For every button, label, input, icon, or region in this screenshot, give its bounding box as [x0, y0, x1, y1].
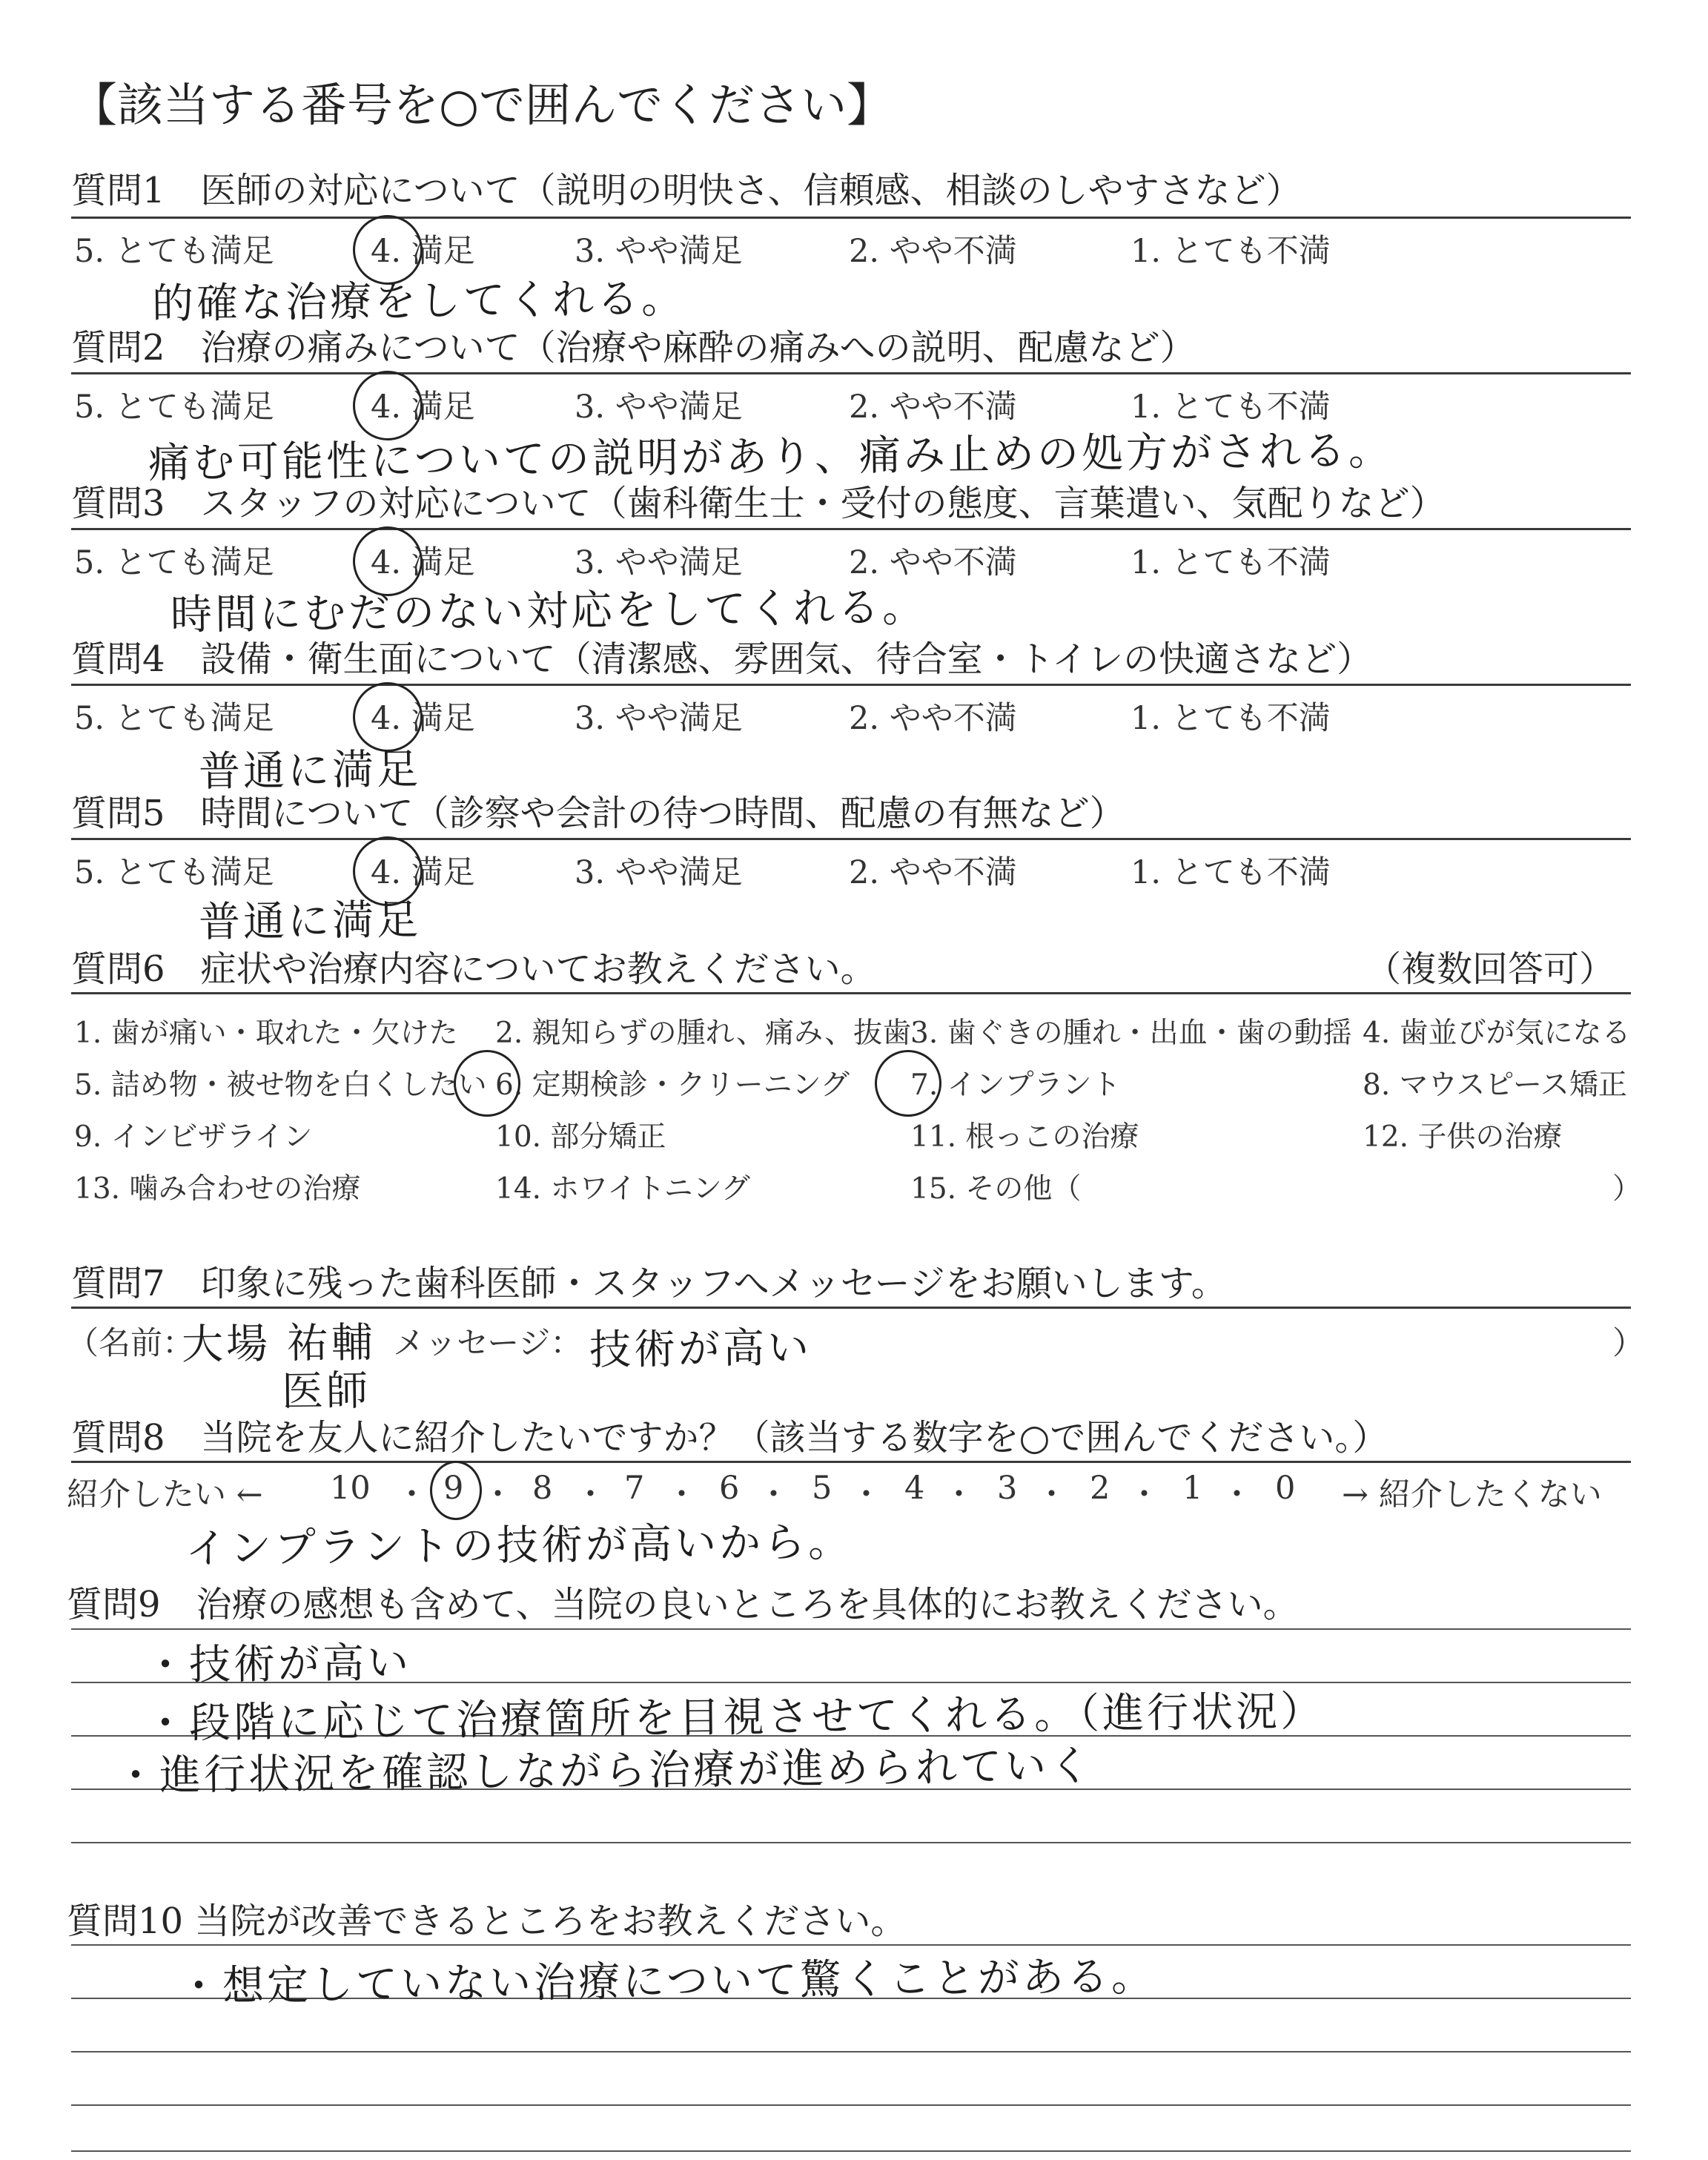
- symptom-option-3[interactable]: 3. 歯ぐきの腫れ・出血・歯の動揺: [910, 1017, 1352, 1050]
- rating-2[interactable]: 2. やや不満: [849, 544, 1017, 581]
- symptom-option-9[interactable]: 9. インビザライン: [74, 1120, 313, 1154]
- question-title: 質問8 当院を友人に紹介したいですか？（該当する数字を○で囲んでください。）: [71, 1417, 1388, 1459]
- selection-circle: [875, 1050, 941, 1117]
- symptom-option-13[interactable]: 13. 噛み合わせの治療: [74, 1172, 361, 1206]
- staff-message[interactable]: 技術が高い: [589, 1324, 812, 1375]
- name-label: （名前：: [67, 1325, 194, 1362]
- rating-5[interactable]: 5. とても満足: [74, 233, 274, 270]
- selection-circle: [430, 1461, 482, 1520]
- rating-1[interactable]: 1. とても不満: [1131, 854, 1331, 891]
- rating-1[interactable]: 1. とても不満: [1131, 389, 1331, 426]
- good-point-line-2: ・段階に応じて治療箇所を目視させてくれる。（進行状況）: [144, 1687, 1325, 1748]
- good-point-line-3: ・進行状況を確認しながら治療が進められていく: [114, 1742, 1094, 1800]
- rating-4[interactable]: 4. 満足: [371, 700, 475, 737]
- symptom-option-10[interactable]: 10. 部分矯正: [495, 1120, 666, 1154]
- handwritten-comment: 普通に満足: [198, 745, 422, 796]
- rating-3[interactable]: 3. やや満足: [575, 854, 743, 891]
- rating-4[interactable]: 4. 満足: [371, 544, 475, 581]
- question-title: 質問9 治療の感想も含めて、当院の良いところを具体的にお教えください。: [67, 1584, 1299, 1625]
- rating-4[interactable]: 4. 満足: [371, 389, 475, 426]
- symptom-option-7[interactable]: 7. インプラント: [910, 1069, 1121, 1102]
- question-title: 質問3 スタッフの対応について（歯科衛生士・受付の態度、言葉遣い、気配りなど）: [71, 483, 1446, 524]
- score-7[interactable]: 7: [624, 1470, 645, 1507]
- question-title: 質問2 治療の痛みについて（治療や麻酔の痛みへの説明、配慮など）: [71, 327, 1196, 369]
- symptom-option-14[interactable]: 14. ホワイトニング: [495, 1172, 750, 1206]
- rating-2[interactable]: 2. やや不満: [849, 389, 1017, 426]
- staff-name[interactable]: 大場 祐輔: [181, 1318, 377, 1370]
- symptom-option-1[interactable]: 1. 歯が痛い・取れた・欠けた: [74, 1017, 458, 1050]
- recommend-left-label: 紹介したい ←: [67, 1476, 263, 1513]
- symptom-option-11[interactable]: 11. 根っこの治療: [910, 1120, 1139, 1154]
- handwritten-comment: 時間にむだのない対応をしてくれる。: [170, 583, 927, 640]
- staff-title: 医師: [281, 1367, 371, 1416]
- message-label: メッセージ：: [393, 1325, 583, 1362]
- symptom-option-5[interactable]: 5. 詰め物・被せ物を白くしたい: [74, 1069, 487, 1102]
- score-1[interactable]: 1: [1182, 1470, 1203, 1507]
- rating-4[interactable]: 4. 満足: [371, 854, 475, 891]
- good-point-line-1: ・技術が高い: [144, 1639, 412, 1690]
- rating-1[interactable]: 1. とても不満: [1131, 700, 1331, 737]
- score-0[interactable]: 0: [1275, 1470, 1296, 1507]
- question-title: 質問5 時間について（診察や会計の待つ時間、配慮の有無など）: [71, 793, 1125, 834]
- rating-1[interactable]: 1. とても不満: [1131, 233, 1331, 270]
- rating-5[interactable]: 5. とても満足: [74, 544, 274, 581]
- handwritten-comment: 的確な治療をしてくれる。: [151, 274, 686, 328]
- symptom-option-4[interactable]: 4. 歯並びが気になる: [1363, 1017, 1631, 1050]
- rating-5[interactable]: 5. とても満足: [74, 854, 274, 891]
- question-title: 質問10 当院が改善できるところをお教えください。: [67, 1900, 907, 1942]
- handwritten-comment: 痛む可能性についての説明があり、痛み止めの処方がされる。: [148, 426, 1394, 488]
- score-5[interactable]: 5: [812, 1470, 833, 1507]
- rating-3[interactable]: 3. やや満足: [575, 233, 743, 270]
- rating-3[interactable]: 3. やや満足: [575, 544, 743, 581]
- rating-3[interactable]: 3. やや満足: [575, 700, 743, 737]
- score-8[interactable]: 8: [532, 1470, 553, 1507]
- score-4[interactable]: 4: [904, 1470, 925, 1507]
- rating-5[interactable]: 5. とても満足: [74, 700, 274, 737]
- question-title: 質問7 印象に残った歯科医師・スタッフへメッセージをお願いします。: [71, 1263, 1227, 1304]
- rating-1[interactable]: 1. とても不満: [1131, 544, 1331, 581]
- symptom-option-6[interactable]: 6. 定期検診・クリーニング: [495, 1069, 850, 1102]
- rating-5[interactable]: 5. とても満足: [74, 389, 274, 426]
- page-header: 【該当する番号を○で囲んでください】: [71, 78, 893, 132]
- symptom-option-8[interactable]: 8. マウスピース矯正: [1363, 1069, 1627, 1102]
- handwritten-comment: インプラントの技術が高いから。: [185, 1518, 853, 1573]
- recommend-right-label: → 紹介したくない: [1342, 1476, 1602, 1513]
- symptom-option-15[interactable]: 15. その他（: [910, 1172, 1082, 1206]
- score-2[interactable]: 2: [1090, 1470, 1110, 1507]
- improvement-line-1: ・想定していない治療について驚くことがある。: [177, 1952, 1156, 2011]
- score-6[interactable]: 6: [719, 1470, 740, 1507]
- rating-2[interactable]: 2. やや不満: [849, 700, 1017, 737]
- rating-2[interactable]: 2. やや不満: [849, 233, 1017, 270]
- rating-4[interactable]: 4. 満足: [371, 233, 475, 270]
- rating-3[interactable]: 3. やや満足: [575, 389, 743, 426]
- score-3[interactable]: 3: [997, 1470, 1018, 1507]
- symptom-option-2[interactable]: 2. 親知らずの腫れ、痛み、抜歯: [495, 1017, 912, 1050]
- selection-circle: [454, 1050, 520, 1117]
- rating-2[interactable]: 2. やや不満: [849, 854, 1017, 891]
- score-10[interactable]: 10: [330, 1470, 371, 1507]
- symptom-option-12[interactable]: 12. 子供の治療: [1363, 1120, 1563, 1154]
- question-title: 質問4 設備・衛生面について（清潔感、雰囲気、待合室・トイレの快適さなど）: [71, 638, 1373, 680]
- score-9[interactable]: 9: [443, 1470, 464, 1507]
- handwritten-comment: 普通に満足: [198, 896, 422, 947]
- question-title: 質問6 症状や治療内容についてお教えください。: [71, 948, 876, 990]
- other-close-paren: ）: [1612, 1172, 1642, 1206]
- close-paren: ）: [1612, 1325, 1644, 1362]
- multi-answer-note: （複数回答可）: [1366, 948, 1615, 990]
- question-title: 質問1 医師の対応について（説明の明快さ、信頼感、相談のしやすさなど）: [71, 170, 1302, 211]
